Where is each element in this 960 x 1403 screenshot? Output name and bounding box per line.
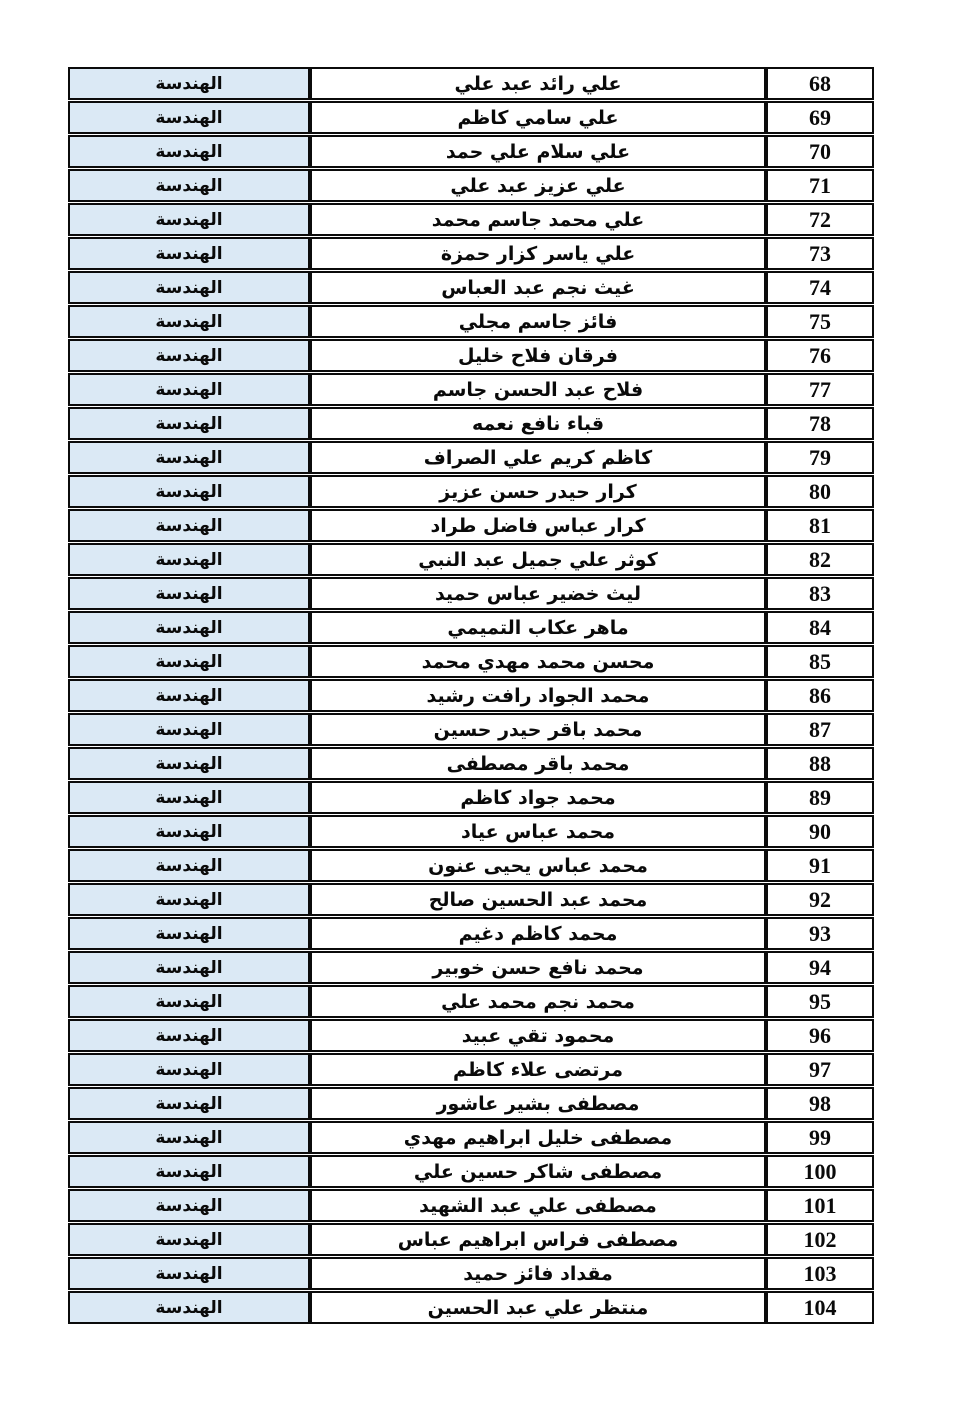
table-row xyxy=(68,1291,874,1324)
table-row xyxy=(68,883,874,916)
row-number-cell: 96 xyxy=(766,1019,874,1052)
row-number-cell: 85 xyxy=(766,645,874,678)
table-row xyxy=(68,475,874,508)
row-number-cell: 80 xyxy=(766,475,874,508)
department-cell: الهندسة xyxy=(68,1121,310,1154)
department-cell: الهندسة xyxy=(68,509,310,542)
row-number-cell: 78 xyxy=(766,407,874,440)
department-cell: الهندسة xyxy=(68,577,310,610)
table-row xyxy=(68,1087,874,1120)
student-name-cell: مصطفى خليل ابراهيم مهدي xyxy=(310,1121,766,1154)
row-number-cell: 92 xyxy=(766,883,874,916)
department-cell: الهندسة xyxy=(68,645,310,678)
department-cell: الهندسة xyxy=(68,951,310,984)
row-number-cell: 76 xyxy=(766,339,874,372)
department-cell: الهندسة xyxy=(68,67,310,100)
student-name-cell: علي سامي كاظم xyxy=(310,101,766,134)
department-cell: الهندسة xyxy=(68,1053,310,1086)
department-cell: الهندسة xyxy=(68,1189,310,1222)
student-name-cell: مصطفى شاكر حسين علي xyxy=(310,1155,766,1188)
table-row xyxy=(68,543,874,576)
student-name-cell: مرتضى علاء كاظم xyxy=(310,1053,766,1086)
department-cell: الهندسة xyxy=(68,203,310,236)
table-row xyxy=(68,67,874,100)
table-row xyxy=(68,101,874,134)
department-cell: الهندسة xyxy=(68,815,310,848)
table-row xyxy=(68,169,874,202)
student-name-cell: علي عزيز عبد علي xyxy=(310,169,766,202)
department-cell: الهندسة xyxy=(68,373,310,406)
student-name-cell: كرار عباس فاضل طراد xyxy=(310,509,766,542)
student-name-cell: محمد الجواد رافت رشيد xyxy=(310,679,766,712)
row-number-cell: 69 xyxy=(766,101,874,134)
table-row xyxy=(68,1257,874,1290)
department-cell: الهندسة xyxy=(68,679,310,712)
department-cell: الهندسة xyxy=(68,917,310,950)
student-name-cell: كاظم كريم علي الصراف xyxy=(310,441,766,474)
table-row xyxy=(68,441,874,474)
student-name-cell: علي ياسر كزار حمزة xyxy=(310,237,766,270)
row-number-cell: 81 xyxy=(766,509,874,542)
department-cell: الهندسة xyxy=(68,781,310,814)
student-name-cell: محمد كاظم دغيم xyxy=(310,917,766,950)
table-row xyxy=(68,373,874,406)
row-number-cell: 68 xyxy=(766,67,874,100)
student-name-cell: غيث نجم عبد العباس xyxy=(310,271,766,304)
row-number-cell: 71 xyxy=(766,169,874,202)
table-row xyxy=(68,135,874,168)
student-name-cell: علي سلام علي حمد xyxy=(310,135,766,168)
row-number-cell: 89 xyxy=(766,781,874,814)
department-cell: الهندسة xyxy=(68,475,310,508)
department-cell: الهندسة xyxy=(68,339,310,372)
student-name-cell: ليث خضير عباس حميد xyxy=(310,577,766,610)
table-row xyxy=(68,951,874,984)
table-row xyxy=(68,611,874,644)
student-name-cell: مصطفى علي عبد الشهيد xyxy=(310,1189,766,1222)
department-cell: الهندسة xyxy=(68,849,310,882)
row-number-cell: 99 xyxy=(766,1121,874,1154)
table-row xyxy=(68,985,874,1018)
table-row xyxy=(68,1053,874,1086)
department-cell: الهندسة xyxy=(68,169,310,202)
table-row xyxy=(68,577,874,610)
row-number-cell: 75 xyxy=(766,305,874,338)
roster-table-body xyxy=(68,67,874,1324)
table-row xyxy=(68,1019,874,1052)
student-name-cell: محمد جواد كاظم xyxy=(310,781,766,814)
row-number-cell: 101 xyxy=(766,1189,874,1222)
student-name-cell: مصطفى فراس ابراهيم عباس xyxy=(310,1223,766,1256)
table-row xyxy=(68,1223,874,1256)
row-number-cell: 91 xyxy=(766,849,874,882)
row-number-cell: 98 xyxy=(766,1087,874,1120)
row-number-cell: 86 xyxy=(766,679,874,712)
student-name-cell: ماهر عكاب التميمي xyxy=(310,611,766,644)
student-name-cell: محمد عباس يحيى عنون xyxy=(310,849,766,882)
department-cell: الهندسة xyxy=(68,441,310,474)
row-number-cell: 100 xyxy=(766,1155,874,1188)
table-row xyxy=(68,305,874,338)
table-row xyxy=(68,339,874,372)
student-name-cell: محمد عبد الحسين صالح xyxy=(310,883,766,916)
department-cell: الهندسة xyxy=(68,1223,310,1256)
row-number-cell: 97 xyxy=(766,1053,874,1086)
student-name-cell: محمد نافع حسن خوبير xyxy=(310,951,766,984)
row-number-cell: 82 xyxy=(766,543,874,576)
department-cell: الهندسة xyxy=(68,407,310,440)
table-row xyxy=(68,679,874,712)
department-cell: الهندسة xyxy=(68,543,310,576)
department-cell: الهندسة xyxy=(68,985,310,1018)
department-cell: الهندسة xyxy=(68,1155,310,1188)
row-number-cell: 93 xyxy=(766,917,874,950)
student-name-cell: كرار حيدر حسن عزيز xyxy=(310,475,766,508)
table-row xyxy=(68,815,874,848)
department-cell: الهندسة xyxy=(68,1291,310,1324)
department-cell: الهندسة xyxy=(68,747,310,780)
row-number-cell: 103 xyxy=(766,1257,874,1290)
department-cell: الهندسة xyxy=(68,1257,310,1290)
row-number-cell: 84 xyxy=(766,611,874,644)
department-cell: الهندسة xyxy=(68,1019,310,1052)
table-row xyxy=(68,917,874,950)
row-number-cell: 88 xyxy=(766,747,874,780)
student-name-cell: علي محمد جاسم محمد xyxy=(310,203,766,236)
table-row xyxy=(68,271,874,304)
row-number-cell: 79 xyxy=(766,441,874,474)
department-cell: الهندسة xyxy=(68,713,310,746)
student-name-cell: فلاح عبد الحسن جاسم xyxy=(310,373,766,406)
student-name-cell: محسن محمد مهدي محمد xyxy=(310,645,766,678)
student-roster-table xyxy=(68,66,874,1325)
student-name-cell: محمد عباس عياد xyxy=(310,815,766,848)
row-number-cell: 94 xyxy=(766,951,874,984)
student-name-cell: كوثر علي جميل عبد النبي xyxy=(310,543,766,576)
student-name-cell: محمد باقر مصطفى xyxy=(310,747,766,780)
table-row xyxy=(68,237,874,270)
student-name-cell: منتظر علي عبد الحسين xyxy=(310,1291,766,1324)
row-number-cell: 74 xyxy=(766,271,874,304)
department-cell: الهندسة xyxy=(68,237,310,270)
table-row xyxy=(68,1189,874,1222)
row-number-cell: 102 xyxy=(766,1223,874,1256)
row-number-cell: 104 xyxy=(766,1291,874,1324)
student-name-cell: محمد باقر حيدر حسين xyxy=(310,713,766,746)
student-name-cell: قباء نافع نعمه xyxy=(310,407,766,440)
table-row xyxy=(68,781,874,814)
student-name-cell: فائز جاسم مجلي xyxy=(310,305,766,338)
department-cell: الهندسة xyxy=(68,101,310,134)
row-number-cell: 87 xyxy=(766,713,874,746)
table-row xyxy=(68,849,874,882)
table-row xyxy=(68,1155,874,1188)
student-name-cell: مصطفى بشير عاشور xyxy=(310,1087,766,1120)
row-number-cell: 73 xyxy=(766,237,874,270)
row-number-cell: 95 xyxy=(766,985,874,1018)
student-name-cell: علي رائد عبد علي xyxy=(310,67,766,100)
table-row xyxy=(68,713,874,746)
department-cell: الهندسة xyxy=(68,1087,310,1120)
table-row xyxy=(68,407,874,440)
student-name-cell: فرقان فلاح خليل xyxy=(310,339,766,372)
student-name-cell: مقداد فائز حميد xyxy=(310,1257,766,1290)
table-row xyxy=(68,203,874,236)
student-name-cell: محمد نجم محمد علي xyxy=(310,985,766,1018)
row-number-cell: 83 xyxy=(766,577,874,610)
table-row xyxy=(68,747,874,780)
row-number-cell: 77 xyxy=(766,373,874,406)
row-number-cell: 72 xyxy=(766,203,874,236)
row-number-cell: 90 xyxy=(766,815,874,848)
student-name-cell: محمود تقي عبيد xyxy=(310,1019,766,1052)
department-cell: الهندسة xyxy=(68,611,310,644)
department-cell: الهندسة xyxy=(68,305,310,338)
table-row xyxy=(68,1121,874,1154)
table-row xyxy=(68,509,874,542)
table-row xyxy=(68,645,874,678)
row-number-cell: 70 xyxy=(766,135,874,168)
department-cell: الهندسة xyxy=(68,135,310,168)
department-cell: الهندسة xyxy=(68,271,310,304)
department-cell: الهندسة xyxy=(68,883,310,916)
